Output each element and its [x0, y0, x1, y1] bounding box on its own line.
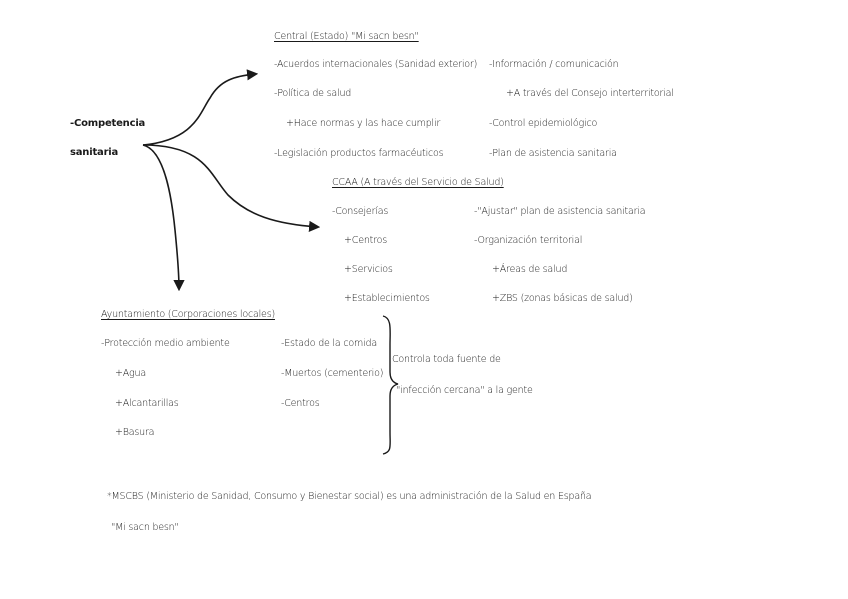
- ccaa-item: +Servicios: [344, 264, 393, 275]
- ayto-item: -Centros: [281, 398, 320, 409]
- central-item: -Legislación productos farmacéuticos: [274, 148, 444, 159]
- central-item: -Política de salud: [274, 88, 352, 99]
- ccaa-title: CCAA (A través del Servicio de Salud): [332, 177, 504, 188]
- central-item: -Control epidemiológico: [489, 118, 598, 129]
- footnote-line: *MSCBS (Ministerio de Sanidad, Consumo y Bienestar social) es una administración de la Salud en España: [107, 491, 592, 502]
- central-item: -Información / comunicación: [489, 59, 619, 70]
- ayto-item: -Estado de la comida: [281, 338, 377, 349]
- footnote-line: "Mi sacn besn": [111, 522, 179, 533]
- root-label-line2: sanitaria: [70, 147, 119, 158]
- ccaa-item: -Consejerías: [332, 206, 389, 217]
- central-item: +A través del Consejo interterritorial: [506, 88, 674, 99]
- ccaa-item: -"Ajustar" plan de asistencia sanitaria: [474, 206, 646, 217]
- ayto-item: -Muertos (cementerio): [281, 368, 384, 379]
- ayto-item: +Agua: [115, 368, 147, 379]
- central-item: -Acuerdos internacionales (Sanidad exterior): [274, 59, 478, 70]
- central-item: +Hace normas y las hace cumplir: [286, 118, 441, 129]
- ayto-item: -Protección medio ambiente: [101, 338, 230, 349]
- ccaa-item: +ZBS (zonas básicas de salud): [492, 293, 633, 304]
- root-label-line1: -Competencia: [70, 118, 146, 129]
- ccaa-item: +Establecimientos: [344, 293, 430, 304]
- central-item: -Plan de asistencia sanitaria: [489, 148, 617, 159]
- ccaa-item: +Áreas de salud: [492, 264, 568, 275]
- ayto-item: +Alcantarillas: [115, 398, 179, 409]
- arrow-to-central: [143, 74, 256, 145]
- ccaa-item: +Centros: [344, 235, 388, 246]
- brace-note: Controla toda fuente de: [392, 354, 501, 365]
- arrow-to-ayto: [143, 145, 179, 289]
- central-title: Central (Estado) "Mi sacn besn": [274, 31, 419, 42]
- ccaa-item: -Organización territorial: [474, 235, 583, 246]
- brace-note: "infección cercana" a la gente: [396, 385, 533, 396]
- ayto-item: +Basura: [115, 427, 155, 438]
- ayto-title: Ayuntamiento (Corporaciones locales): [101, 309, 275, 320]
